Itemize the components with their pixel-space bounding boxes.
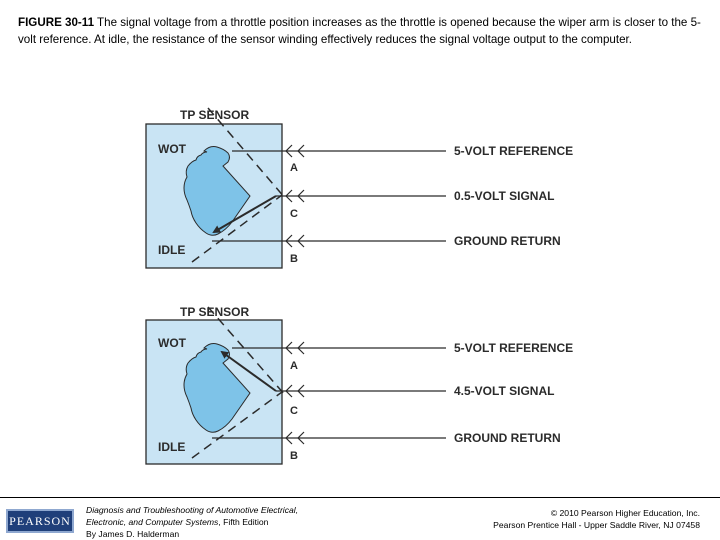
bottom-wot-label: WOT	[158, 336, 186, 350]
top-idle-label: IDLE	[158, 243, 186, 257]
pearson-logo	[6, 509, 74, 533]
top-label-ground: GROUND RETURN	[454, 234, 561, 248]
bottom-label-signal: 4.5-VOLT SIGNAL	[454, 384, 555, 398]
bottom-sensor-diagram	[146, 305, 573, 464]
top-label-signal: 0.5-VOLT SIGNAL	[454, 189, 555, 203]
pearson-logo-text: PEARSON	[9, 513, 71, 528]
figure-label: FIGURE 30-11	[18, 16, 95, 29]
bottom-pin-c: C	[290, 405, 298, 417]
top-pin-a: A	[290, 162, 298, 174]
book-citation	[86, 504, 376, 540]
top-wot-label: WOT	[158, 142, 186, 156]
bottom-label-reference: 5-VOLT REFERENCE	[454, 341, 574, 355]
copyright-line1: © 2010 Pearson Higher Education, Inc.	[550, 508, 700, 518]
copyright-line2: Pearson Prentice Hall - Upper Saddle River, NJ 07458	[493, 520, 700, 530]
top-pin-b: B	[290, 253, 298, 265]
bottom-sensor-title: TP SENSOR	[180, 305, 250, 319]
top-sensor-diagram	[146, 108, 573, 268]
bottom-label-ground: GROUND RETURN	[454, 431, 561, 445]
bottom-pin-b: B	[290, 450, 298, 462]
top-label-reference: 5-VOLT REFERENCE	[454, 144, 574, 158]
bottom-wire-signal	[276, 385, 446, 397]
bottom-idle-label: IDLE	[158, 440, 186, 454]
book-edition: , Fifth Edition	[218, 517, 269, 527]
book-title-line2: Electronic, and Computer Systems	[86, 517, 219, 527]
top-sensor-title: TP SENSOR	[180, 108, 250, 122]
bottom-pin-a: A	[290, 360, 298, 372]
copyright-notice	[400, 507, 700, 531]
book-author: By James D. Halderman	[86, 529, 180, 539]
footer-divider	[0, 497, 720, 498]
top-pin-c: C	[290, 208, 298, 220]
book-title-line1: Diagnosis and Troubleshooting of Automotive Electrical,	[86, 505, 299, 515]
caption-text: The signal voltage from a throttle position increases as the throttle is opened because the wiper arm is closer to the 5-volt reference. At idle, the resistance of the sensor winding effectively reduces the signal voltage output to the computer.	[18, 16, 701, 46]
top-wire-signal	[276, 190, 446, 202]
